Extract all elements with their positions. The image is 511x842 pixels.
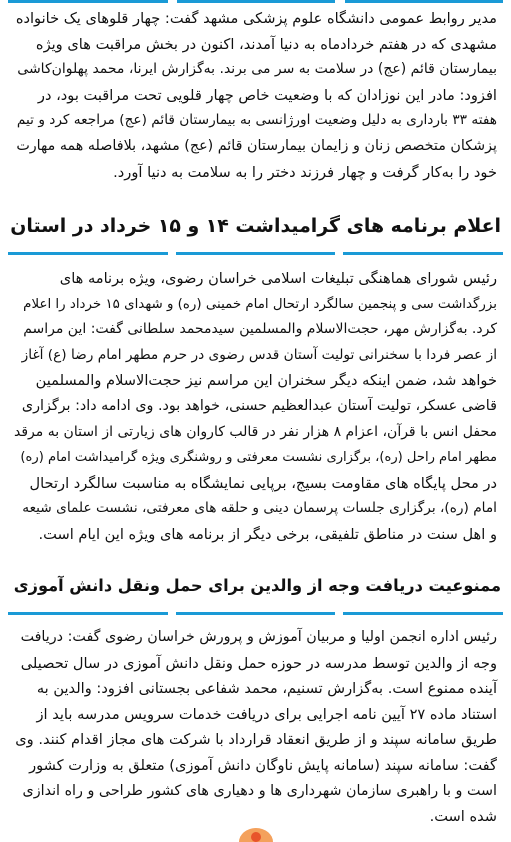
section-divider-top bbox=[8, 0, 168, 3]
article-2-line: از عصر فردا با سخنرانی تولیت آستان قدس رضوی در حرم مطهر امام رضا (ع) آغاز bbox=[21, 346, 497, 363]
article-1-line: مشهدی که در هفتم خردادماه به دنیا آمدند، اکنون در بخش مراقبت های ویژه bbox=[35, 35, 497, 53]
article-2-line: و اهل سنت در مناطق تلفیقی، برخی دیگر از برنامه های ویژه این ایام است. bbox=[38, 525, 497, 543]
article-3-body bbox=[14, 625, 497, 830]
article-1-line: بیمارستان قائم (عج) در سلامت به سر می برند. به‌گزارش ایرنا، محمد پهلوان‌کاشی bbox=[17, 61, 497, 78]
article-2-line: مطهر امام راحل (ره)، برگزاری نشست معرفتی و روشنگری ویژه گرامیداشت امام (ره) bbox=[20, 450, 497, 466]
article-2-line: خواهد شد، ضمن اینکه دیگر سخنران این مراسم نیز حجت‌الاسلام والمسلمین bbox=[35, 372, 497, 390]
article-1-body bbox=[14, 6, 497, 185]
section-divider-top bbox=[345, 0, 503, 3]
article-3-line: وجه از والدین توسط مدرسه در حوزه حمل ونقل دانش آموزی در سال تحصیلی bbox=[20, 654, 497, 672]
rule-segment bbox=[8, 612, 168, 615]
article-3-line: رئیس اداره انجمن اولیا و مربیان آموزش و پرورش خراسان رضوی گفت: دریافت bbox=[20, 629, 497, 645]
article-2-line: کرد. به‌گزارش مهر، حجت‌الاسلام والمسلمین سیدمحمد سلطانی گفت: این مراسم bbox=[23, 321, 497, 338]
rule-segment bbox=[176, 252, 336, 255]
article-3-title: ممنوعیت دریافت وجه از والدین برای حمل ونقل دانش آموزی bbox=[13, 576, 501, 595]
article-2-line: رئیس شورای هماهنگی تبلیغات اسلامی خراسان رضوی، ویژه برنامه های bbox=[59, 270, 497, 287]
article-1-line: افزود: مادر این نوزادان که با وضعیت خاص چهار قلویی تحت مراقبت بود، در bbox=[37, 86, 497, 104]
article-2-title: اعلام برنامه های گرامیداشت ۱۴ و ۱۵ خرداد در استان bbox=[10, 215, 501, 237]
article-3-line: است و با راهبری سازمان شهرداری ها و دهیاری های کشور طراحی و راه اندازی bbox=[22, 782, 497, 799]
article-1-line: هفته ۳۳ بارداری به دلیل وضعیت اورژانسی به بیمارستان قائم (عج) مراجعه کرد و تیم bbox=[16, 112, 497, 129]
article-2-line: محفل انس با قرآن، اعزام ۸ هزار نفر در قالب کاروان های زیارتی از استان به مرقد bbox=[13, 423, 497, 440]
rule-segment bbox=[343, 612, 503, 615]
article-2-line: بزرگداشت سی و پنجمین سالگرد ارتحال امام خمینی (ره) و شهدای ۱۵ خرداد را اعلام bbox=[23, 296, 497, 312]
rule-segment bbox=[343, 252, 503, 255]
article-2-title-rule bbox=[8, 252, 503, 255]
footer-emblem-icon bbox=[239, 828, 273, 842]
article-1-line: مدیر روابط عمومی دانشگاه علوم پزشکی مشهد گفت: چهار قلوهای یک خانواده bbox=[15, 10, 497, 27]
rule-segment bbox=[8, 252, 168, 255]
article-3-line: آینده ممنوع است. به‌گزارش تسنیم، محمد شفاعی بجستانی افزود: والدین به bbox=[36, 680, 497, 698]
article-3-title-rule bbox=[8, 612, 503, 615]
article-2-line: در محل پایگاه های مقاومت بسیج، برپایی نمایشگاه به مناسبت سالگرد ارتحال bbox=[29, 474, 497, 492]
article-2-body bbox=[14, 266, 497, 548]
article-3-line: شده است. bbox=[429, 808, 497, 826]
article-2-line: قاضی عسکر، تولیت آستان عبدالعظیم حسنی، خواهد بود. وی ادامه داد: برگزاری bbox=[21, 397, 497, 414]
article-3-line: طریق سامانه سپند و از طریق انعقاد قرارداد با شرکت های مجاز اقدام کنند. وی bbox=[15, 731, 497, 749]
article-1-line: پزشکان متخصص زنان و زایمان بیمارستان قائم (عج) مشهد، بلافاصله همه مهارت bbox=[16, 137, 497, 154]
article-3-line: استناد ماده ۲۷ آیین نامه اجرایی برای دریافت خدمات سرویس مدرسه باید از bbox=[36, 705, 497, 723]
article-3-line: گفت: سامانه سپند (سامانه پایش ناوگان دانش آموزی) متعلق به وزارت کشور bbox=[29, 756, 497, 774]
article-2-line: امام (ره)، برگزاری جلسات پرسمان دینی و حلقه های معرفتی، نشست علمای شیعه bbox=[22, 500, 497, 517]
section-divider-top bbox=[177, 0, 335, 3]
rule-segment bbox=[176, 612, 336, 615]
article-1-line: خود را به‌کار گرفت و چهار فرزند دختر را به سلامت به دنیا آورد. bbox=[113, 163, 497, 181]
